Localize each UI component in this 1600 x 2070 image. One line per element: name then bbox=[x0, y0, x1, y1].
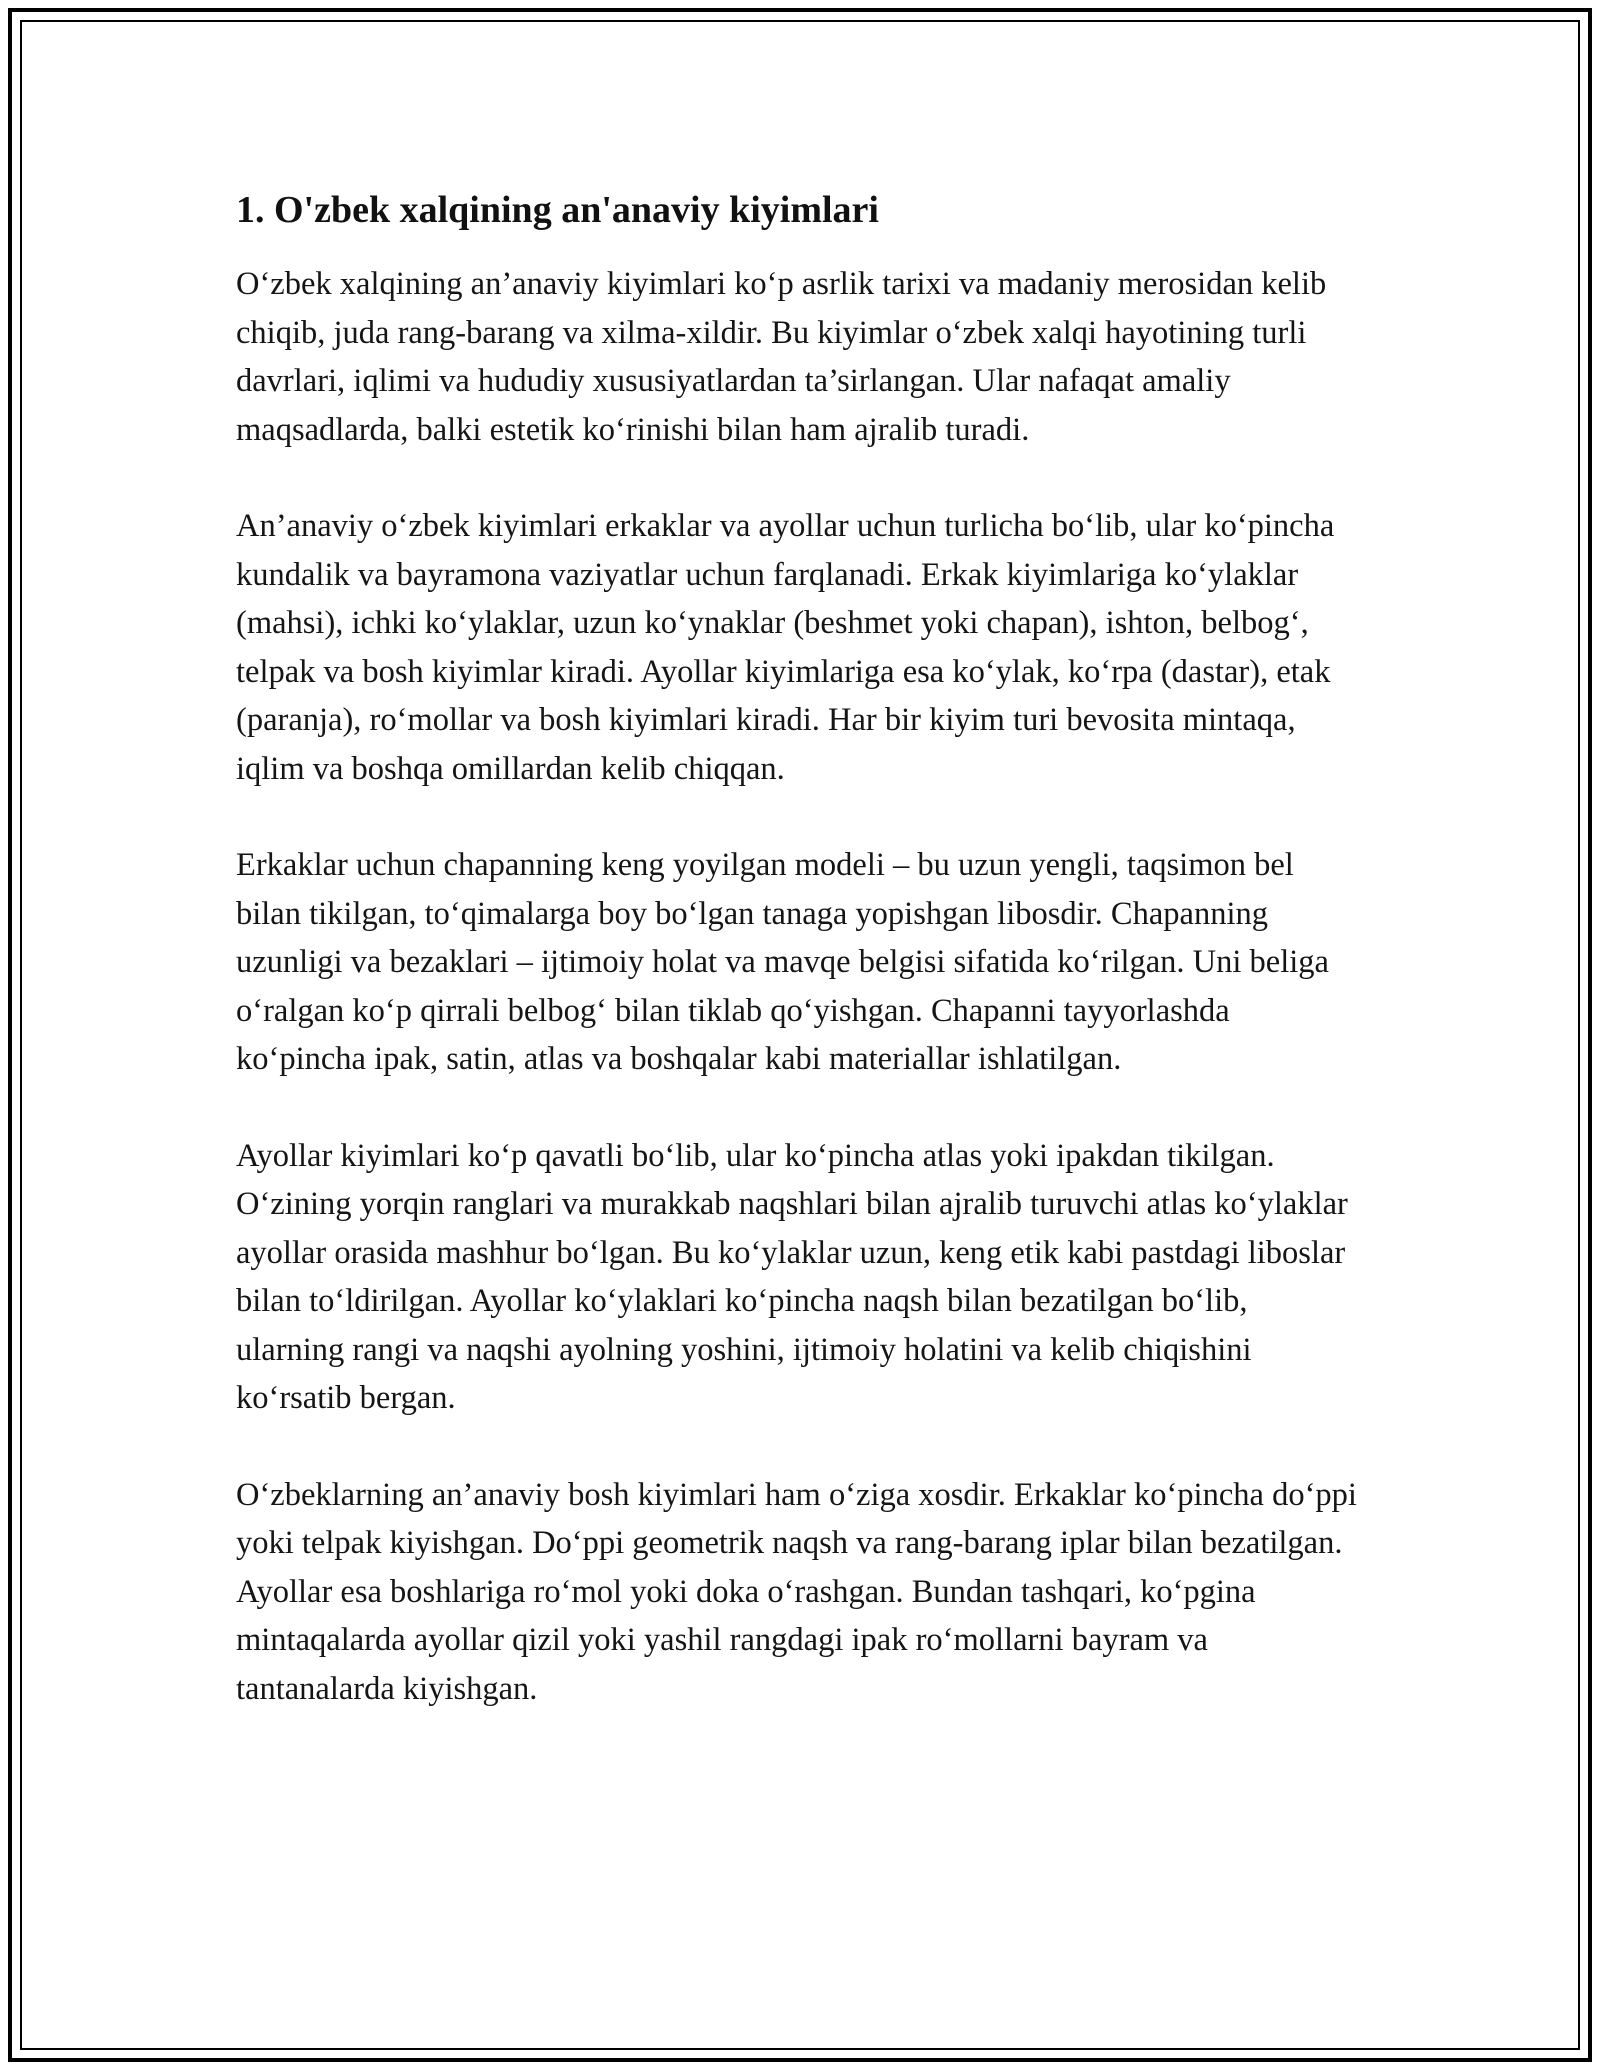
paragraph-women-clothing: Ayollar kiyimlari ko‘p qavatli bo‘lib, ular ko‘pincha atlas yoki ipakdan tikilgan. O‘zining yorqin ranglari va murakkab naqshlari bilan ajralib turuvchi atlas ko‘ylaklar ayollar orasida mashhur bo‘lgan. Bu ko‘ylaklar uzun, keng etik kabi pastdagi liboslar bilan to‘ldirilgan. Ayollar ko‘ylaklari ko‘pincha naqsh bilan bezatilgan bo‘lib, ularning rangi va naqshi ayolning yoshini, ijtimoiy holatini va kelib chiqishini ko‘rsatib bergan. bbox=[236, 1137, 1348, 1416]
paragraph-headwear: O‘zbeklarning an’anaviy bosh kiyimlari ham o‘ziga xosdir. Erkaklar ko‘pincha do‘ppi yoki telpak kiyishgan. Do‘ppi geometrik naqsh va rang-barang iplar bilan bezatilgan. Ayollar esa boshlariga ro‘mol yoki doka o‘rashgan. Bundan tashqari, ko‘pgina mintaqalarda ayollar qizil yoki yashil rangdagi ipak ro‘mollarni bayram va tantanalarda kiyishgan. bbox=[236, 1476, 1357, 1707]
paragraph-intro: O‘zbek xalqining an’anaviy kiyimlari ko‘p asrlik tarixi va madaniy merosidan kelib chiqib, juda rang-barang va xilma-xildir. Bu kiyimlar o‘zbek xalqi hayotining turli davrlari, iqlimi va hududiy xususiyatlardan ta’sirlangan. Ular nafaqat amaliy maqsadlarda, balki estetik ko‘rinishi bilan ham ajralib turadi. bbox=[236, 266, 1327, 448]
section-heading: 1. O'zbek xalqining an'anaviy kiyimlari bbox=[236, 189, 879, 231]
paragraph-chapan: Erkaklar uchun chapanning keng yoyilgan modeli – bu uzun yengli, taqsimon bel bilan tikilgan, to‘qimalarga boy bo‘lgan tanaga yopishgan libosdir. Chapanning uzunligi va bezaklari – ijtimoiy holat va mavqe belgisi sifatida ko‘rilgan. Uni beliga o‘ralgan ko‘p qirrali belbog‘ bilan tiklab qo‘yishgan. Chapanni tayyorlashda ko‘pincha ipak, satin, atlas va boshqalar kabi materiallar ishlatilgan. bbox=[236, 847, 1329, 1077]
paragraph-men-women-clothing: An’anaviy o‘zbek kiyimlari erkaklar va ayollar uchun turlicha bo‘lib, ular ko‘pincha kundalik va bayramona vaziyatlar uchun farqlanadi. Erkak kiyimlariga ko‘ylaklar (mahsi), ichki ko‘ylaklar, uzun ko‘ynaklar (beshmet yoki chapan), ishton, belbog‘, telpak va bosh kiyimlar kiradi. Ayollar kiyimlariga esa ko‘ylak, ko‘rpa (dastar), etak (paranja), ro‘mollar va bosh kiyimlari kiradi. Har bir kiyim turi bevosita mintaqa, iqlim va boshqa omillardan kelib chiqqan. bbox=[236, 508, 1335, 787]
document-body bbox=[236, 186, 1360, 1761]
